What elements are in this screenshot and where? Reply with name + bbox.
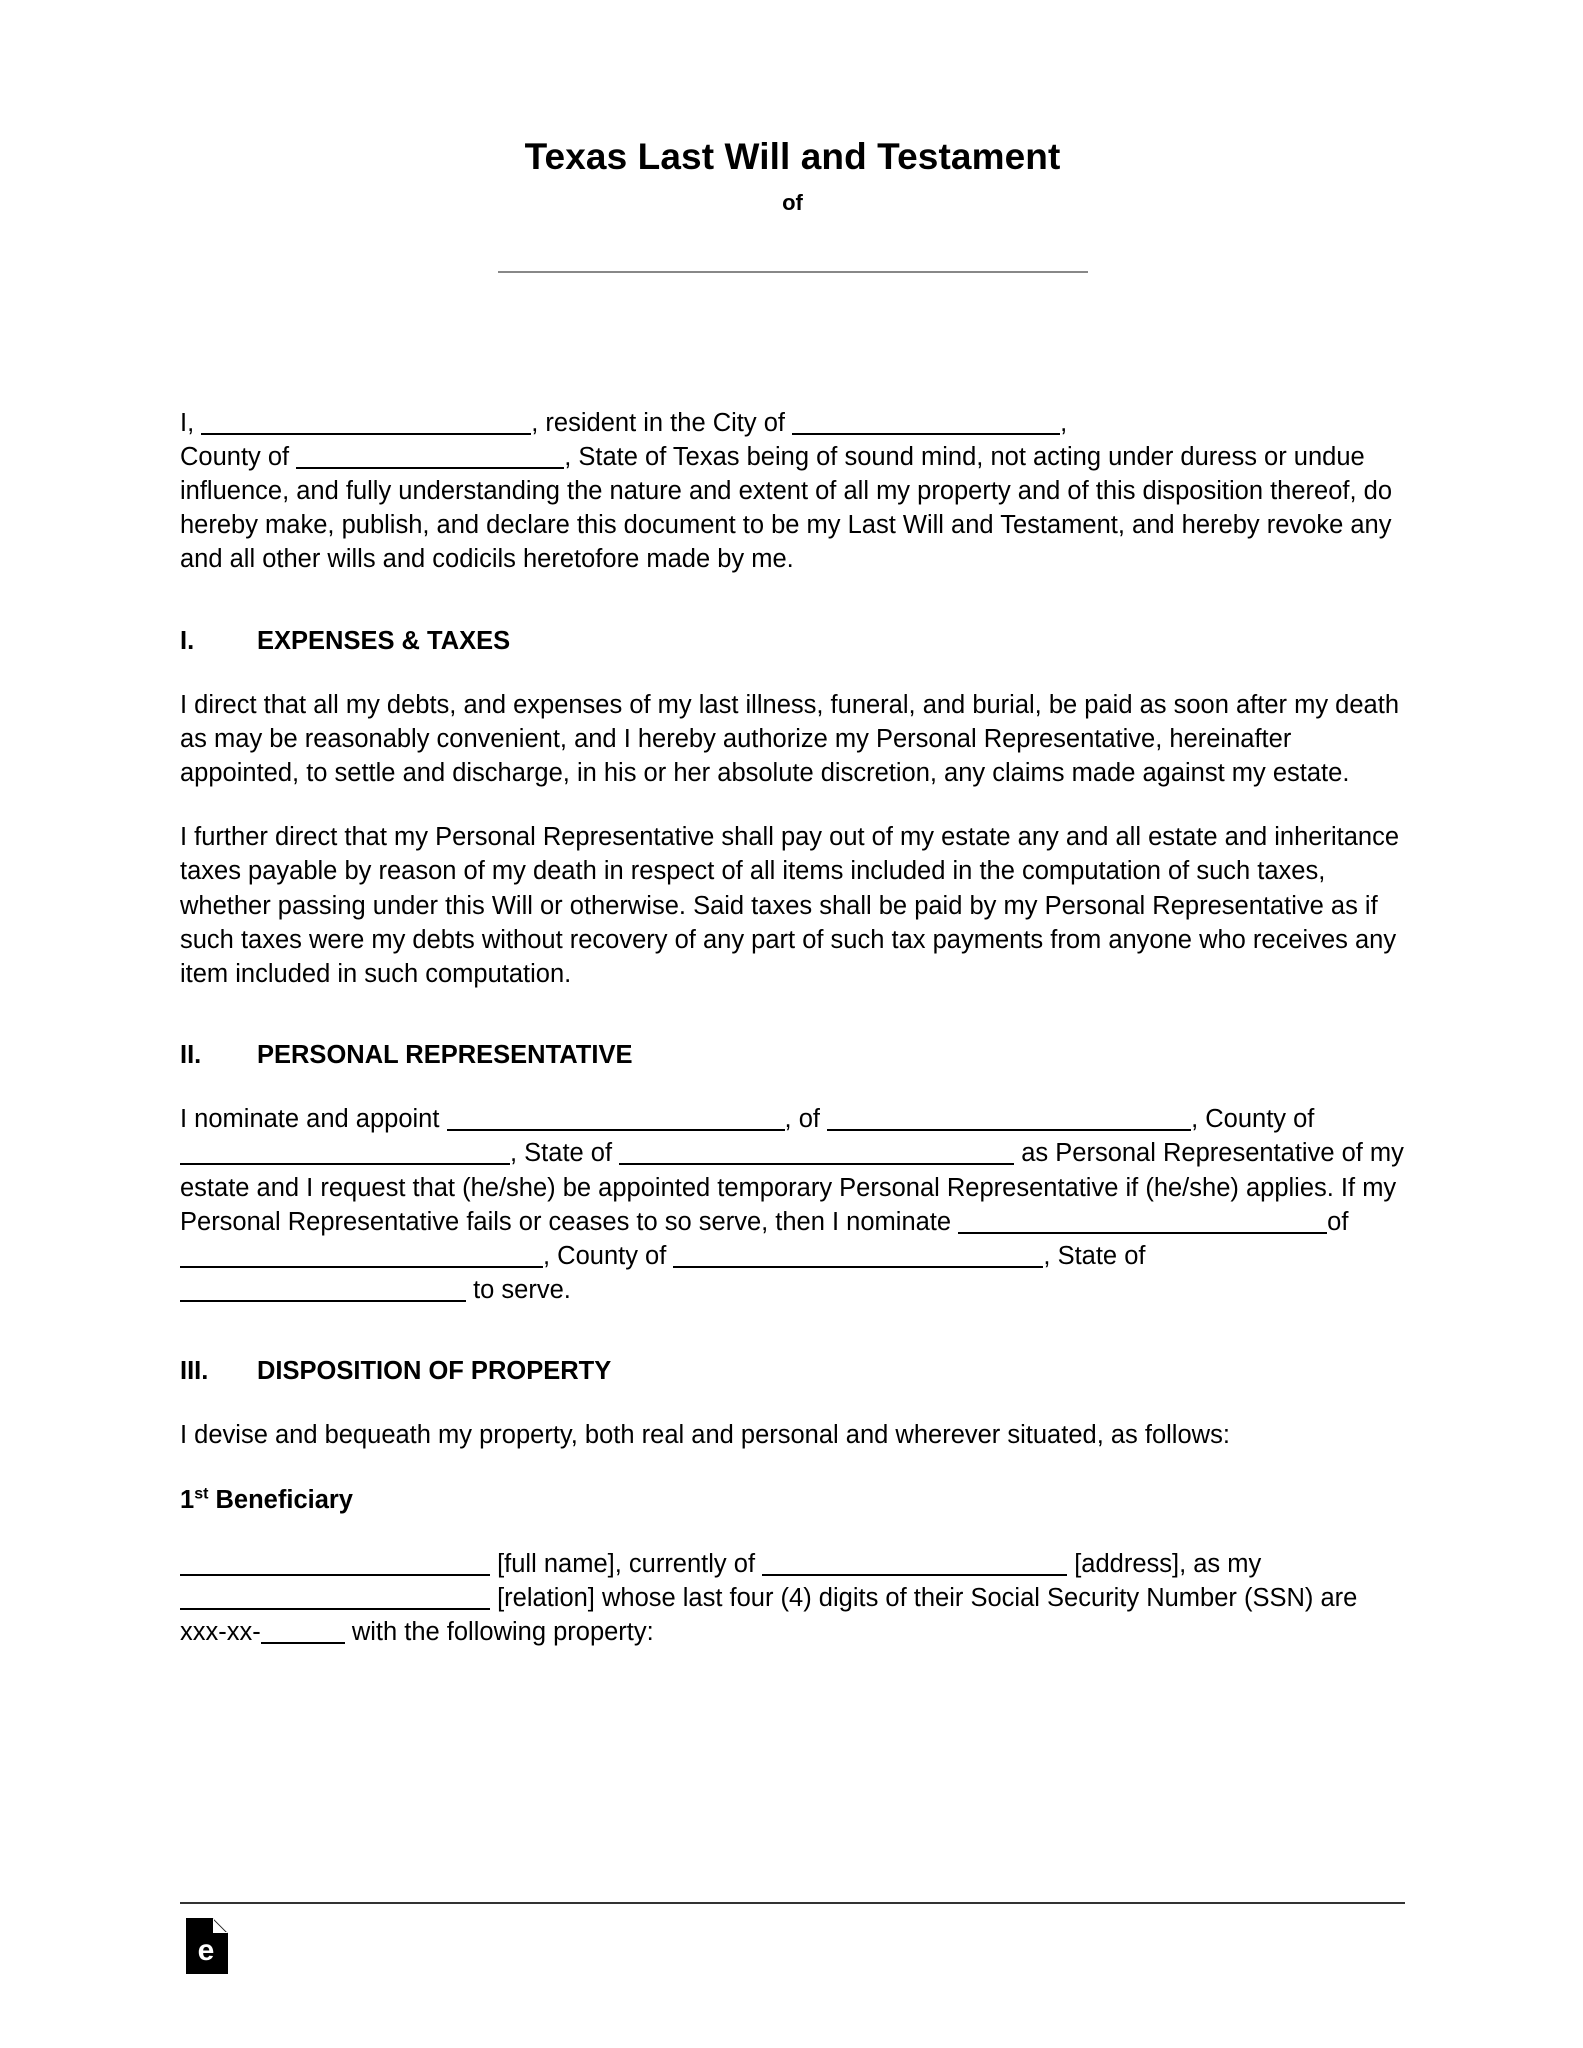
- pr-county-input[interactable]: [180, 1139, 510, 1165]
- alternate-pr-county-input[interactable]: [673, 1242, 1043, 1268]
- bene-text-3: [relation] whose last four (4) digits of their Social Security Number (SSN) are xxx-xx-: [180, 1583, 1358, 1647]
- beneficiary-full-name-input[interactable]: [180, 1550, 490, 1576]
- testator-name-blank-wrap: [180, 264, 1405, 282]
- section-heading-disposition-of-property: [180, 1354, 1405, 1388]
- intro-text-2: , resident in the City of: [531, 408, 793, 437]
- bene-text-1: [full name], currently of: [490, 1549, 763, 1578]
- page-title: Texas Last Will and Testament: [524, 136, 1061, 177]
- pr-text-9: to serve.: [466, 1276, 571, 1305]
- pr-text-2: , of: [784, 1105, 828, 1134]
- section-heading-expenses-taxes: [180, 624, 1405, 658]
- intro-paragraph: [180, 406, 1405, 577]
- beneficiary-label: Beneficiary: [208, 1485, 353, 1514]
- city-input[interactable]: [792, 409, 1060, 435]
- beneficiary-relation-input[interactable]: [180, 1584, 490, 1610]
- section-1-paragraph-2: I further direct that my Personal Representative shall pay out of my estate any and all estate and inheritance taxes payable by reason of my death in respect of all items included in the computation of such taxes, whether passing under this Will or otherwise. Said taxes shall be paid by my Personal Representative as if such taxes were my debts without recovery of any part of such tax payments from anyone who receives any item included in such computation.: [180, 823, 1400, 989]
- beneficiary-number: 1: [180, 1485, 195, 1514]
- testator-name-input[interactable]: [201, 409, 531, 435]
- beneficiary-ssn-input[interactable]: [261, 1618, 345, 1644]
- pr-text-8: , State of: [1043, 1242, 1146, 1271]
- pr-text-4: , State of: [510, 1139, 620, 1168]
- section-title-3: DISPOSITION OF PROPERTY: [257, 1357, 612, 1386]
- section-2-paragraph: [180, 1102, 1405, 1307]
- section-title-1: EXPENSES & TAXES: [257, 626, 511, 655]
- title-of-label: of: [782, 190, 803, 216]
- intro-text-1: I,: [180, 408, 202, 437]
- county-input[interactable]: [296, 443, 564, 469]
- section-numeral-1: I.: [180, 626, 195, 655]
- section-title-2: PERSONAL REPRESENTATIVE: [257, 1041, 633, 1070]
- pr-text-6: of: [1327, 1207, 1349, 1236]
- section-heading-personal-representative: [180, 1038, 1405, 1072]
- pr-text-1: I nominate and appoint: [180, 1105, 447, 1134]
- title-block: [180, 0, 1405, 282]
- pr-text-3: , County of: [1191, 1105, 1315, 1134]
- beneficiary-ordinal-suffix: st: [194, 1485, 209, 1503]
- section-numeral-3: III.: [180, 1357, 209, 1386]
- section-numeral-2: II.: [180, 1041, 202, 1070]
- testator-name-blank[interactable]: [498, 271, 1088, 273]
- pr-name-input[interactable]: [447, 1105, 785, 1131]
- intro-text-4: County of: [180, 442, 297, 471]
- bene-text-4: with the following property:: [344, 1618, 654, 1647]
- beneficiary-paragraph: [180, 1547, 1405, 1650]
- footer-divider: [180, 1902, 1405, 1904]
- alternate-pr-city-input[interactable]: [180, 1242, 543, 1268]
- pr-text-7: , County of: [543, 1242, 674, 1271]
- pr-city-input[interactable]: [827, 1105, 1191, 1131]
- beneficiary-address-input[interactable]: [762, 1550, 1067, 1576]
- svg-text:e: e: [197, 1934, 215, 1967]
- eforms-logo: [186, 1918, 228, 1974]
- document-content: [180, 0, 1405, 1679]
- beneficiary-heading: [180, 1483, 1405, 1517]
- pr-state-input[interactable]: [619, 1139, 1014, 1165]
- pr-text-5: as Personal Representative of my estate and I request that (he/she) be appointed temporary Personal Representative if (he/she) applies. If my Personal Representative fails or ceases to so serve, then I nominate: [180, 1139, 1404, 1236]
- bene-text-2: [address], as my: [1067, 1549, 1262, 1578]
- alternate-pr-state-input[interactable]: [180, 1276, 466, 1302]
- intro-text-3: ,: [1060, 408, 1068, 437]
- section-1-paragraph-1: I direct that all my debts, and expenses of my last illness, funeral, and burial, be paid as soon after my death as may be reasonably convenient, and I hereby authorize my Personal Representative, hereinafter appointed, to settle and discharge, in his or her absolute discretion, any claims made against my estate.: [180, 690, 1399, 788]
- alternate-pr-name-input[interactable]: [958, 1208, 1327, 1234]
- section-3-intro-paragraph: I devise and bequeath my property, both real and personal and wherever situated, as follows:: [180, 1421, 1230, 1450]
- intro-text-5: , State of Texas being of sound mind, not acting under duress or undue influence, and fully understanding the nature and extent of all my property and of this disposition thereof, do hereby make, publish, and declare this document to be my Last Will and Testament, and hereby revoke any and all other wills and codicils heretofore made by me.: [180, 442, 1393, 574]
